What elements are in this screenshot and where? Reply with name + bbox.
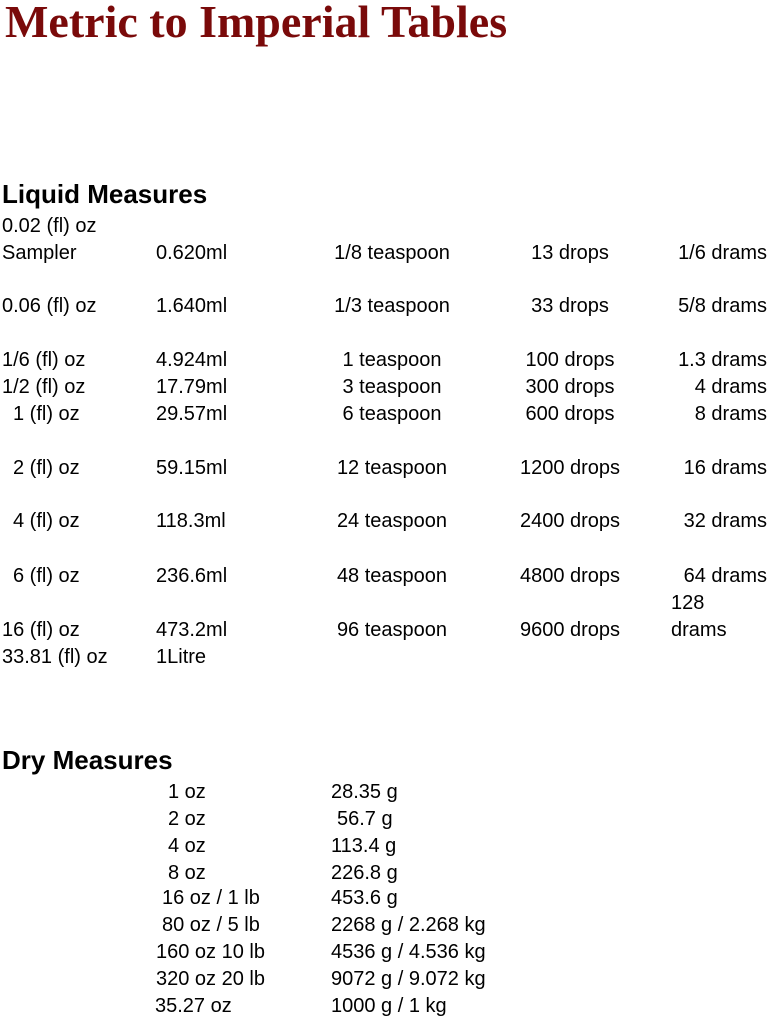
ml-cell: 4.924ml xyxy=(156,349,228,371)
fl-oz-cell: Sampler xyxy=(2,242,77,264)
dry-measures-heading: Dry Measures xyxy=(2,745,173,775)
ml-cell: 236.6ml xyxy=(156,565,228,587)
drams-cell: 1.3 drams xyxy=(678,349,767,371)
oz-cell: 2 oz xyxy=(168,808,206,830)
teaspoon-cell: 1/8 teaspoon xyxy=(334,242,450,264)
oz-cell: 8 oz xyxy=(168,862,206,884)
ml-cell: 473.2ml xyxy=(156,619,228,641)
fl-oz-cell: 0.02 (fl) oz xyxy=(2,215,97,237)
drops-cell: 4800 drops xyxy=(519,565,621,587)
fl-oz-cell: 4 (fl) oz xyxy=(13,510,80,532)
drams-cell: 128 xyxy=(671,592,705,614)
fl-oz-cell: 33.81 (fl) oz xyxy=(2,646,108,668)
drops-cell: 1200 drops xyxy=(519,457,621,479)
teaspoon-cell: 96 teaspoon xyxy=(336,619,448,641)
teaspoon-cell: 48 teaspoon xyxy=(336,565,448,587)
fl-oz-cell: 1 (fl) oz xyxy=(13,403,80,425)
teaspoon-cell: 6 teaspoon xyxy=(342,403,442,425)
drams-cell: 64 drams xyxy=(683,565,767,587)
grams-cell: 28.35 g xyxy=(331,781,398,803)
oz-cell: 160 oz 10 lb xyxy=(156,941,265,963)
fl-oz-cell: 1/2 (fl) oz xyxy=(2,376,86,398)
fl-oz-cell: 1/6 (fl) oz xyxy=(2,349,86,371)
drops-cell: 100 drops xyxy=(525,349,615,371)
teaspoon-cell: 1 teaspoon xyxy=(342,349,442,371)
drops-cell: 13 drops xyxy=(531,242,609,264)
ml-cell: 1Litre xyxy=(156,646,207,668)
drops-cell: 2400 drops xyxy=(519,510,621,532)
drams-cell: 5/8 drams xyxy=(678,295,767,317)
drams-cell: 32 drams xyxy=(683,510,767,532)
oz-cell: 1 oz xyxy=(168,781,206,803)
oz-cell: 320 oz 20 lb xyxy=(156,968,265,990)
fl-oz-cell: 16 (fl) oz xyxy=(2,619,80,641)
ml-cell: 17.79ml xyxy=(156,376,228,398)
fl-oz-cell: 6 (fl) oz xyxy=(13,565,80,587)
grams-cell: 113.4 g xyxy=(331,835,397,857)
ml-cell: 29.57ml xyxy=(156,403,228,425)
grams-cell: 1000 g / 1 kg xyxy=(331,995,447,1017)
drops-cell: 600 drops xyxy=(525,403,615,425)
drams-cell: drams xyxy=(671,619,727,641)
ml-cell: 59.15ml xyxy=(156,457,228,479)
drams-cell: 8 drams xyxy=(694,403,767,425)
drops-cell: 9600 drops xyxy=(519,619,621,641)
teaspoon-cell: 24 teaspoon xyxy=(336,510,448,532)
grams-cell: 4536 g / 4.536 kg xyxy=(331,941,486,963)
teaspoon-cell: 1/3 teaspoon xyxy=(334,295,450,317)
oz-cell: 80 oz / 5 lb xyxy=(162,914,260,936)
ml-cell: 1.640ml xyxy=(156,295,228,317)
drops-cell: 300 drops xyxy=(525,376,615,398)
grams-cell: 56.7 g xyxy=(337,808,393,830)
teaspoon-cell: 3 teaspoon xyxy=(342,376,442,398)
teaspoon-cell: 12 teaspoon xyxy=(336,457,448,479)
page-title: Metric to Imperial Tables xyxy=(5,0,508,47)
fl-oz-cell: 0.06 (fl) oz xyxy=(2,295,97,317)
oz-cell: 35.27 oz xyxy=(155,995,232,1017)
liquid-measures-heading: Liquid Measures xyxy=(2,179,208,209)
grams-cell: 9072 g / 9.072 kg xyxy=(331,968,486,990)
oz-cell: 16 oz / 1 lb xyxy=(162,887,260,909)
grams-cell: 226.8 g xyxy=(331,862,398,884)
oz-cell: 4 oz xyxy=(168,835,206,857)
drams-cell: 1/6 drams xyxy=(678,242,767,264)
grams-cell: 453.6 g xyxy=(331,887,398,909)
ml-cell: 0.620ml xyxy=(156,242,228,264)
drops-cell: 33 drops xyxy=(531,295,609,317)
drams-cell: 16 drams xyxy=(683,457,767,479)
fl-oz-cell: 2 (fl) oz xyxy=(13,457,80,479)
ml-cell: 118.3ml xyxy=(156,510,226,532)
grams-cell: 2268 g / 2.268 kg xyxy=(331,914,486,936)
drams-cell: 4 drams xyxy=(694,376,767,398)
